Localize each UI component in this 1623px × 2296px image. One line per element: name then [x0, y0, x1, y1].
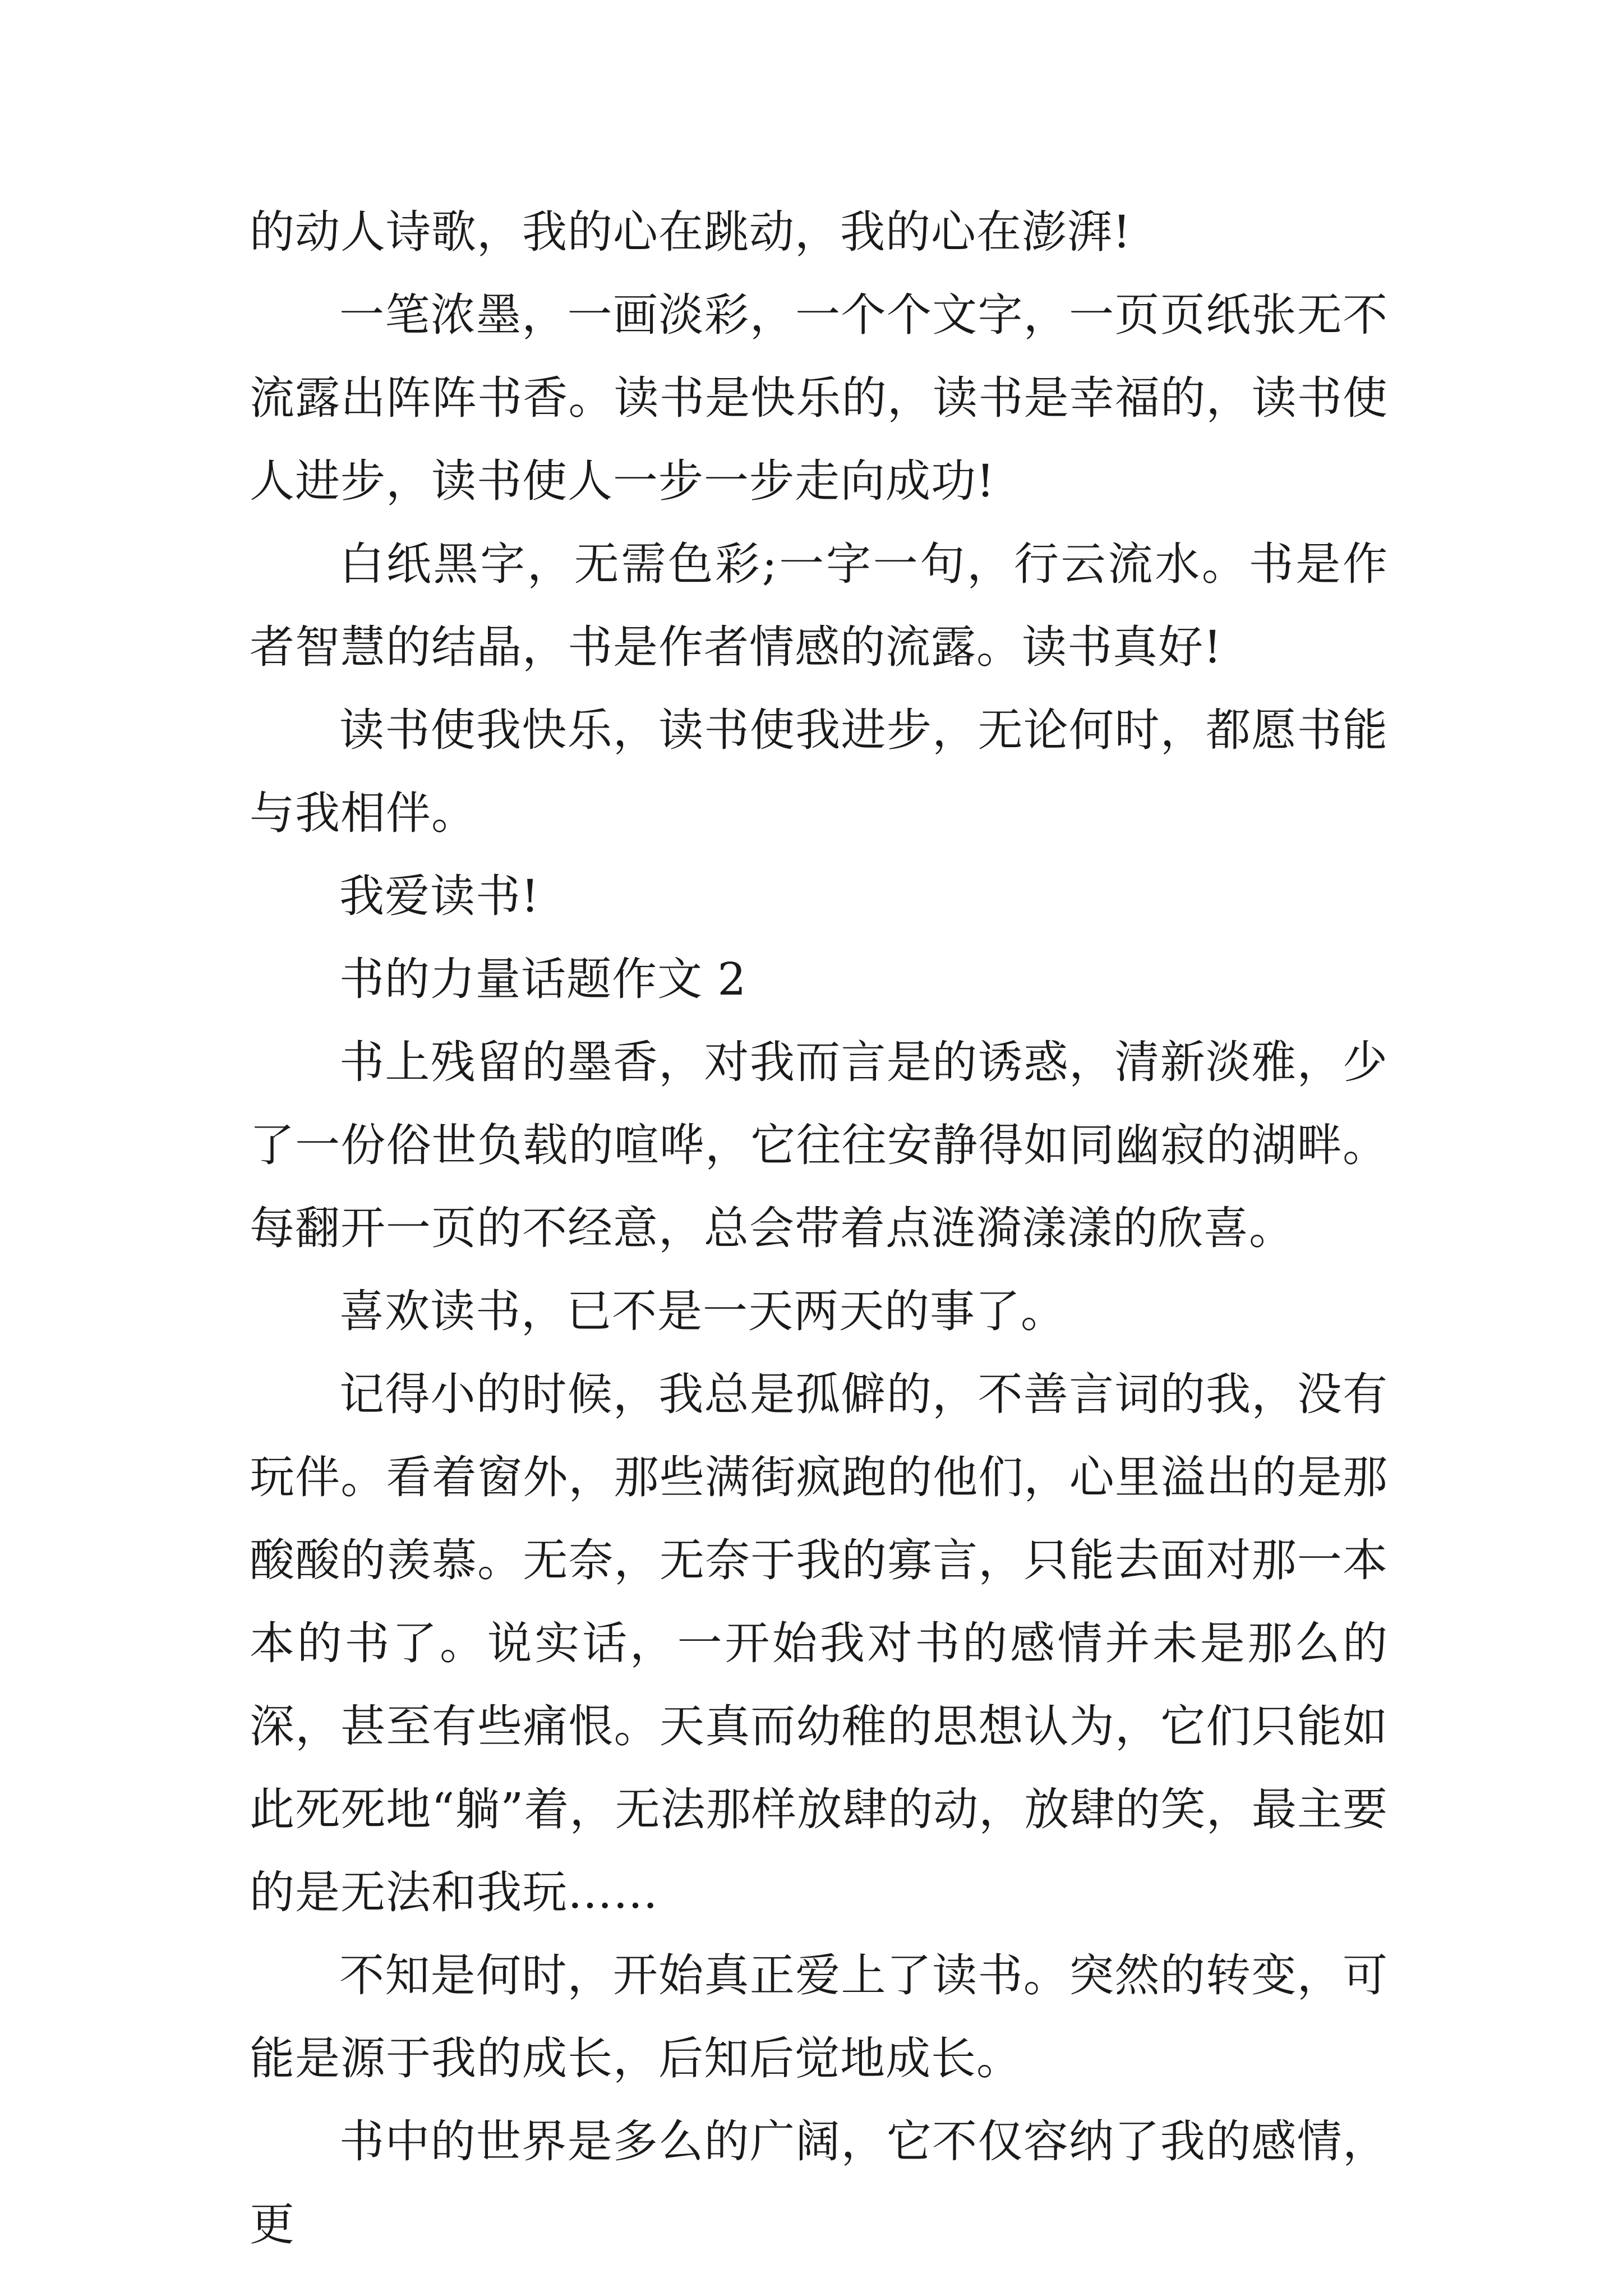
document-body	[250, 191, 1388, 2266]
paragraph: 喜欢读书，已不是一天两天的事了。	[339, 1285, 1066, 1337]
paragraph: 白纸黑字，无需色彩;一字一句，行云流水。书是作者智慧的结晶，书是作者情感的流露。读书真好!	[250, 538, 1388, 673]
paragraph: 的动人诗歌，我的心在跳动，我的心在澎湃!	[250, 206, 1132, 258]
paragraph: 书中的世界是多么的广阔，它不仅容纳了我的感情，更	[250, 2115, 1388, 2251]
paragraph: 一笔浓墨，一画淡彩，一个个文字，一页页纸张无不流露出阵阵书香。读书是快乐的，读书是幸福的，读书使人进步，读书使人一步一步走向成功!	[250, 289, 1388, 507]
paragraph: 不知是何时，开始真正爱上了读书。突然的转变，可能是源于我的成长，后知后觉地成长。	[250, 1949, 1388, 2085]
paragraph: 记得小的时候，我总是孤僻的，不善言词的我，没有玩伴。看着窗外，那些满街疯跑的他们，心里溢出的是那酸酸的羡慕。无奈，无奈于我的寡言，只能去面对那一本本的书了。说实话，一开始我对书的感情并未是那么的深，甚至有些痛恨。天真而幼稚的思想认为，它们只能如此死死地“躺”着，无法那样放肆的动，放肆的笑，最主要的是无法和我玩……	[250, 1368, 1388, 1918]
paragraph: 我爱读书!	[339, 870, 540, 922]
paragraph: 书上残留的墨香，对我而言是的诱惑，清新淡雅，少了一份俗世负载的喧哗，它往往安静得如同幽寂的湖畔。每翻开一页的不经意，总会带着点涟漪漾漾的欣喜。	[250, 1036, 1388, 1254]
section-heading: 书的力量话题作文 2	[339, 953, 747, 1005]
paragraph: 读书使我快乐，读书使我进步，无论何时，都愿书能与我相伴。	[250, 704, 1388, 839]
